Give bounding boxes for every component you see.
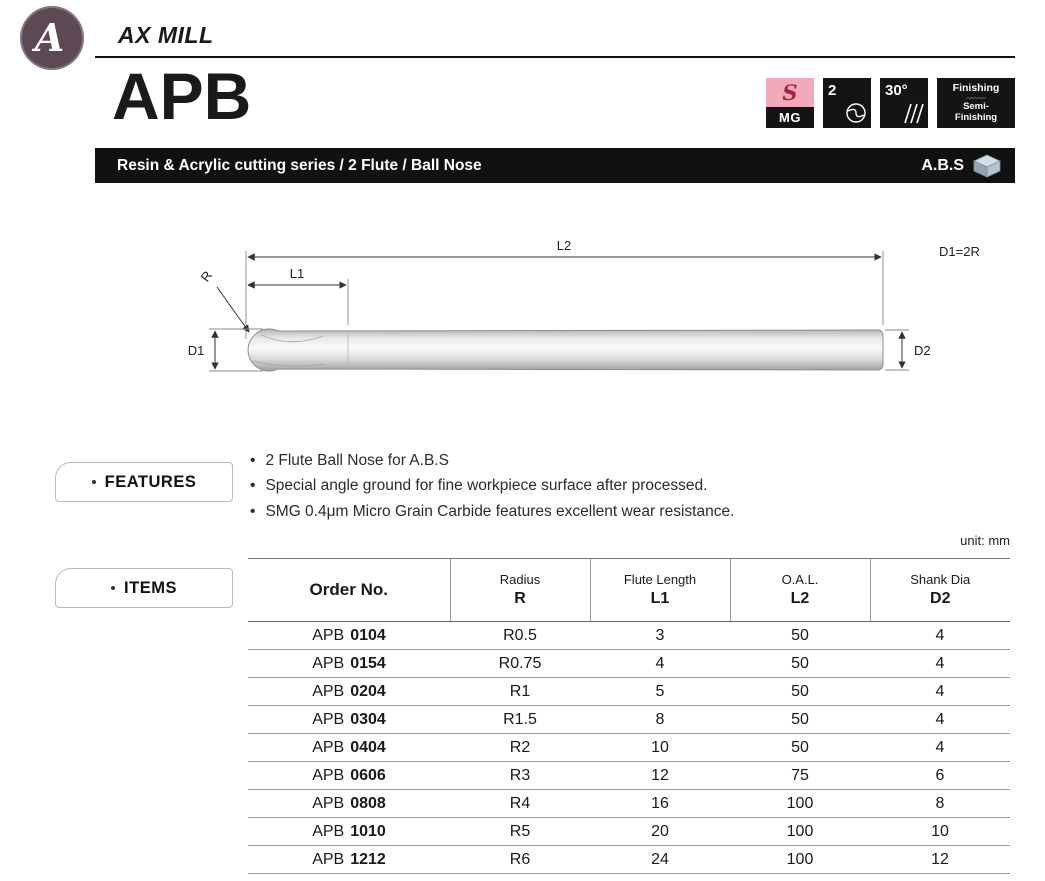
shank-dia-cell: 4	[870, 734, 1010, 762]
helix-angle-badge	[880, 78, 928, 128]
series-subtitle: Resin & Acrylic cutting series / 2 Flute / Ball Nose	[117, 156, 482, 174]
oal-cell: 75	[730, 762, 870, 790]
radius-cell: R4	[450, 790, 590, 818]
flute-length-cell: 5	[590, 678, 730, 706]
flute-length-cell: 24	[590, 846, 730, 874]
flute-length-cell: 8	[590, 706, 730, 734]
material-cube-icon	[973, 154, 1001, 178]
shank-dia-cell: 4	[870, 678, 1010, 706]
feature-item: • SMG 0.4μm Micro Grain Carbide features excellent wear resistance.	[250, 501, 734, 523]
flute-length-cell: 3	[590, 622, 730, 650]
order-no-cell: APB 1010	[248, 818, 450, 846]
col-header-order: Order No.	[248, 559, 450, 622]
order-no-cell: APB 0304	[248, 706, 450, 734]
oal-cell: 50	[730, 734, 870, 762]
dim-label-l2: L2	[556, 238, 572, 253]
order-no-cell: APB 1212	[248, 846, 450, 874]
spec-badges	[766, 78, 1015, 128]
col-header-radius: Radius R	[450, 559, 590, 622]
items-heading-dot	[111, 586, 115, 590]
shank-dia-cell: 12	[870, 846, 1010, 874]
tool-diagram	[183, 235, 1023, 410]
order-no-cell: APB 0404	[248, 734, 450, 762]
helix-icon	[902, 101, 925, 125]
table-row	[248, 818, 1010, 846]
order-no-cell: APB 0808	[248, 790, 450, 818]
radius-cell: R2	[450, 734, 590, 762]
dim-label-l1: L1	[289, 266, 305, 281]
features-list	[250, 447, 734, 526]
order-no-cell: APB 0606	[248, 762, 450, 790]
features-heading	[55, 462, 233, 502]
oal-cell: 100	[730, 846, 870, 874]
carbide-grade-badge	[766, 78, 814, 128]
order-no-cell: APB 0154	[248, 650, 450, 678]
shank-dia-cell: 4	[870, 650, 1010, 678]
table-row	[248, 678, 1010, 706]
radius-cell: R0.5	[450, 622, 590, 650]
items-heading	[55, 568, 233, 608]
oal-cell: 100	[730, 818, 870, 846]
radius-cell: R1	[450, 678, 590, 706]
flute-count-badge	[823, 78, 871, 128]
oal-cell: 50	[730, 706, 870, 734]
col-header-flute-length: Flute Length L1	[590, 559, 730, 622]
finishing-badge	[937, 78, 1015, 128]
feature-item: • Special angle ground for fine workpiece surface after processed.	[250, 475, 734, 497]
table-row	[248, 706, 1010, 734]
grade-s-label: S	[766, 78, 814, 107]
series-title: APB	[112, 59, 252, 133]
section-letter: A	[34, 15, 65, 60]
flute-cross-section-icon	[844, 101, 868, 125]
order-no-cell: APB 0104	[248, 622, 450, 650]
radius-cell: R3	[450, 762, 590, 790]
material-label: A.B.S	[921, 156, 964, 174]
workpiece-material	[921, 154, 1001, 178]
oal-cell: 50	[730, 650, 870, 678]
dim-note-d1-2r: D1=2R	[939, 244, 980, 259]
series-subtitle-bar	[95, 148, 1015, 183]
flute-length-cell: 4	[590, 650, 730, 678]
features-heading-dot	[92, 480, 96, 484]
oal-cell: 100	[730, 790, 870, 818]
table-row	[248, 762, 1010, 790]
col-header-shank-dia: Shank Dia D2	[870, 559, 1010, 622]
table-row	[248, 846, 1010, 874]
oal-cell: 50	[730, 622, 870, 650]
shank-dia-cell: 4	[870, 706, 1010, 734]
shank-dia-cell: 10	[870, 818, 1010, 846]
table-row	[248, 622, 1010, 650]
col-header-oal: O.A.L. L2	[730, 559, 870, 622]
flute-length-cell: 12	[590, 762, 730, 790]
shank-dia-cell: 4	[870, 622, 1010, 650]
items-heading-label: ITEMS	[124, 578, 177, 597]
flute-length-cell: 16	[590, 790, 730, 818]
brand-title: AX MILL	[118, 22, 214, 48]
leader-line-r	[217, 287, 249, 332]
order-no-cell: APB 0204	[248, 678, 450, 706]
table-header-row	[248, 559, 1010, 622]
dim-label-d2: D2	[914, 343, 931, 358]
radius-cell: R1.5	[450, 706, 590, 734]
feature-item: • 2 Flute Ball Nose for A.B.S	[250, 450, 734, 472]
section-letter-badge	[20, 6, 84, 70]
finishing-label: Finishing	[952, 82, 1000, 94]
dim-label-d1: D1	[187, 343, 205, 358]
features-heading-label: FEATURES	[104, 472, 197, 491]
radius-cell: R5	[450, 818, 590, 846]
radius-cell: R6	[450, 846, 590, 874]
helix-angle-label: 30°	[885, 82, 908, 99]
table-row	[248, 650, 1010, 678]
grade-mg-label: MG	[766, 107, 814, 128]
flute-count-label: 2	[828, 82, 837, 99]
oal-cell: 50	[730, 678, 870, 706]
flute-length-cell: 20	[590, 818, 730, 846]
table-row	[248, 790, 1010, 818]
shank-dia-cell: 8	[870, 790, 1010, 818]
dim-label-r: R	[197, 268, 216, 285]
shank-dia-cell: 6	[870, 762, 1010, 790]
items-table	[248, 558, 1010, 874]
semi-finishing-label: Semi-Finishing	[954, 101, 998, 124]
zigzag-icon	[948, 97, 1004, 99]
radius-cell: R0.75	[450, 650, 590, 678]
unit-note: unit: mm	[960, 533, 1010, 548]
flute-length-cell: 10	[590, 734, 730, 762]
tool-silhouette	[248, 329, 883, 371]
table-row	[248, 734, 1010, 762]
